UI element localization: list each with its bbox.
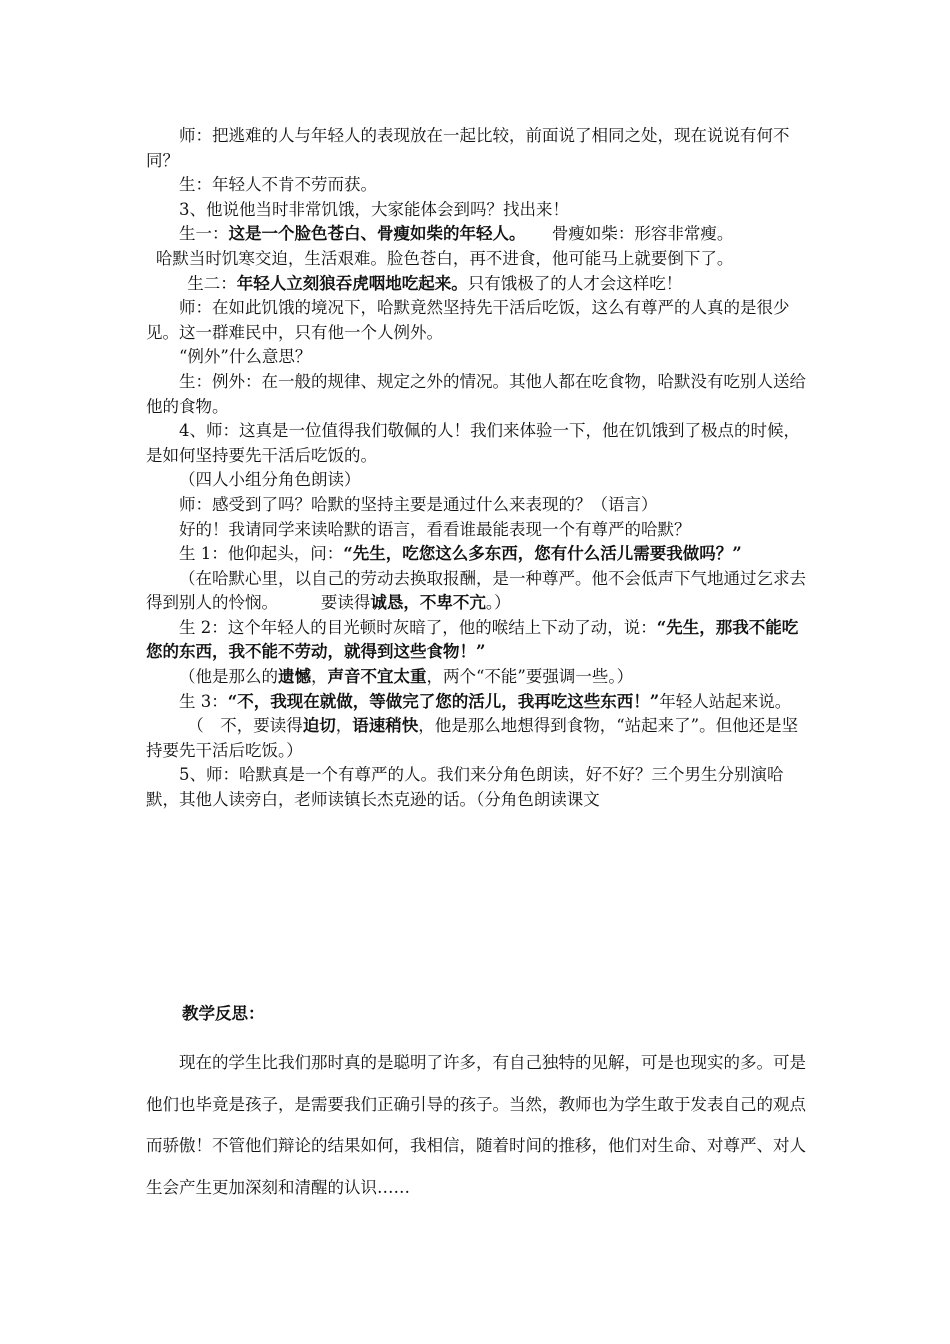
comment-text: 。）	[485, 593, 511, 613]
lesson-transcript	[146, 124, 806, 813]
quoted-text: 年轻人立刻狼吞虎咽地吃起来。	[236, 273, 468, 293]
comment-text: 要读得	[320, 593, 371, 613]
paragraph	[146, 665, 806, 690]
section-title: 教学反思：	[182, 1004, 265, 1023]
definition-text: 骨瘦如柴：形容非常瘦。	[551, 224, 734, 244]
emphasis-text: 遗憾	[278, 667, 311, 687]
paragraph	[146, 714, 806, 763]
comment-text: 只有饿极了的人才会这样吃！	[467, 273, 683, 293]
emphasis-text: 语速稍快	[352, 716, 419, 736]
paragraph: 生：例外：在一般的规律、规定之外的情况。其他人都在吃食物，哈默没有吃别人送给他的食物。	[146, 371, 806, 416]
paragraph: “例外”什么意思？	[179, 347, 312, 367]
emphasis-text: 迫切	[302, 716, 336, 736]
paragraph	[146, 616, 806, 665]
quoted-text: 这是一个脸色苍白、骨瘦如柴的年轻人。	[228, 224, 526, 244]
paragraph: 师：在如此饥饿的境况下，哈默竟然坚持先干活后吃饭，这么有尊严的人真的是很少见。这一群难民中，只有他一个人例外。	[146, 298, 790, 342]
paragraph: 哈默当时饥寒交迫，生活艰难。脸色苍白，再不进食，他可能马上就要倒下了。	[155, 248, 734, 268]
paragraph: 3、他说他当时非常饥饿，大家能体会到吗？找出来！	[179, 199, 569, 219]
speaker-label: 生 1：他仰起头，问：	[179, 544, 344, 564]
comment-text: （ 不，要读得	[187, 716, 303, 736]
paragraph: 师：把逃难的人与年轻人的表现放在一起比较，前面说了相同之处，现在说说有何不同？	[146, 126, 790, 170]
emphasis-text: 诚恳，不卑不亢	[370, 593, 486, 613]
comment-text: （在哈默心里，以自己的劳动去换取报酬，是一种尊严。他不会低声下气地通过乞求去得到别人的怜悯。	[146, 568, 806, 613]
reflection-body: 现在的学生比我们那时真的是聪明了许多，有自己独特的见解，可是也现实的多。可是他们也毕竟是孩子，是需要我们正确引导的孩子。当然，教师也为学生敢于发表自己的观点而骄傲！不管他们辩论的结果如何，我相信，随着时间的推移，他们对生命、对尊严、对人生会产生更加深刻和清醒的认识……	[146, 1053, 806, 1197]
comment-text: ，两个“不能”要强调一些。）	[426, 667, 634, 687]
quoted-text: “先生，那我不能吃您的东西，我不能不劳动，就得到这些食物！”	[146, 617, 799, 662]
speaker-label: 生 3：	[179, 691, 228, 711]
quoted-text: “不，我现在就做，等做完了您的活儿，我再吃这些东西！”	[227, 691, 660, 711]
comment-text: 年轻人站起来说。	[659, 691, 792, 711]
emphasis-text: 声音不宜太重	[327, 667, 427, 687]
paragraph: 好的！我请同学来读哈默的语言，看看谁最能表现一个有尊严的哈默？	[179, 519, 691, 539]
speaker-label: 生一：	[179, 224, 229, 244]
speaker-label: 生二：	[187, 273, 237, 293]
paragraph	[146, 690, 806, 715]
speaker-label: 生 2：这个年轻人的目光顿时灰暗了，他的喉结上下动了动，说：	[179, 617, 657, 637]
paragraph: 师：感受到了吗？哈默的坚持主要是通过什么来表现的？（语言）	[179, 494, 658, 514]
paragraph	[146, 542, 806, 567]
paragraph: （四人小组分角色朗读）	[179, 470, 361, 490]
paragraph	[146, 272, 806, 297]
paragraph	[146, 567, 806, 616]
comment-text: ，他是那么地想得到食物，“站起来了”。但他还是坚持要先干活后吃饭。）	[146, 716, 799, 760]
quoted-text: “先生，吃您这么多东西，您有什么活儿需要我做吗？”	[343, 544, 742, 564]
comment-text: （他是那么的	[179, 667, 278, 687]
paragraph: 生：年轻人不肯不劳而获。	[179, 175, 377, 195]
teaching-reflection	[146, 1002, 806, 1208]
comment-text: ，	[335, 716, 353, 736]
comment-text: ，	[311, 667, 328, 687]
paragraph	[146, 222, 806, 247]
paragraph: 5、师：哈默真是一个有尊严的人。我们来分角色朗读，好不好？三个男生分别演哈默，其他人读旁白，老师读镇长杰克逊的话。（分角色朗读课文	[146, 765, 784, 810]
paragraph: 4、师：这真是一位值得我们敬佩的人！我们来体验一下，他在饥饿到了极点的时候，是如何坚持要先干活后吃饭的。	[146, 421, 800, 465]
